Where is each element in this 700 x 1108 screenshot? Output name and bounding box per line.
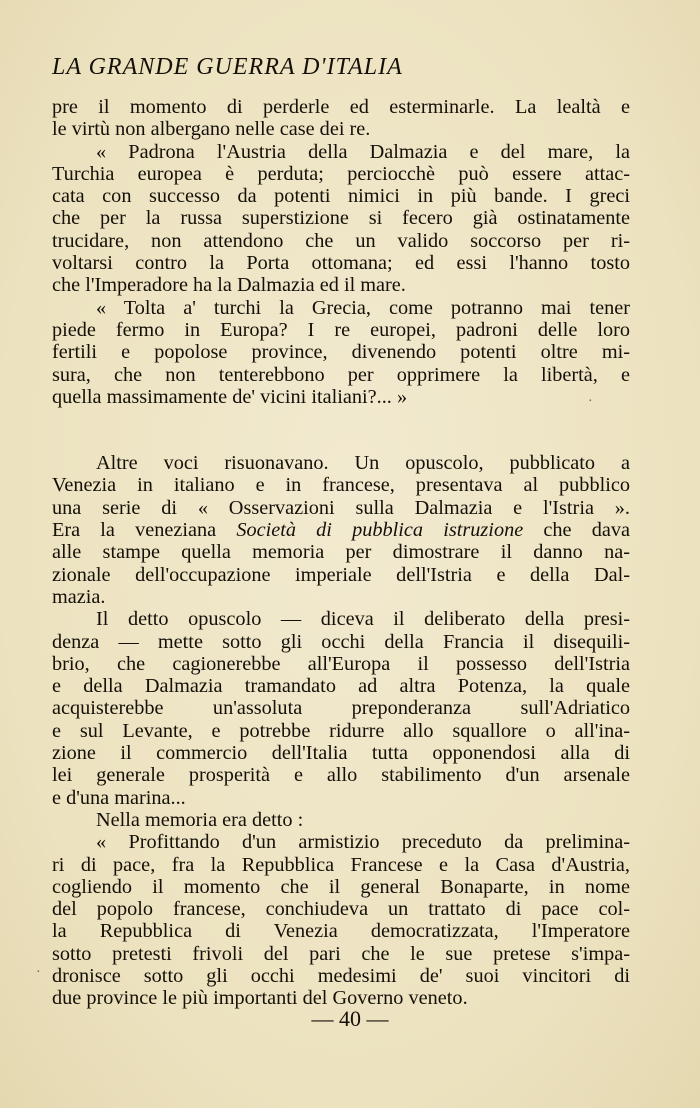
- text-line: sotto pretesti frivoli del pari che le sue pretese s'impa-: [52, 942, 630, 965]
- text-line: la Repubblica di Venezia democratizzata, l'Imperatore: [52, 920, 630, 943]
- text-line: denza — mette sotto gli occhi della Francia il disequili-: [52, 630, 630, 653]
- paragraph-gap: [52, 408, 630, 452]
- text-line: Venezia in italiano e in francese, presentava al pubblico: [52, 474, 630, 497]
- text-line: piede fermo in Europa? I re europei, padroni delle loro: [52, 318, 630, 341]
- text-line: alle stampe quella memoria per dimostrare il danno na-: [52, 541, 630, 564]
- text-line: cogliendo il momento che il general Bonaparte, in nome: [52, 875, 630, 898]
- text-line: due province le più importanti del Governo veneto.: [52, 987, 468, 1010]
- text-line: mazia.: [52, 585, 106, 608]
- text-line: del popolo francese, conchiudeva un trattato di pace col-: [52, 898, 630, 921]
- text-line: Nella memoria era detto :: [96, 808, 304, 831]
- text-line: cata con successo da potenti nimici in più bande. I greci: [52, 185, 630, 208]
- text-line: quella massimamente de' vicini italiani?... »: [52, 385, 408, 408]
- body-text: [52, 96, 630, 1010]
- text-line: « Padrona l'Austria della Dalmazia e del mare, la: [96, 140, 630, 163]
- text-line: che l'Imperadore ha la Dalmazia ed il mare.: [52, 274, 406, 297]
- society-name-italic: Società di pubblica istruzione: [236, 519, 524, 542]
- text-line: e della Dalmazia tramandato ad altra Potenza, la quale: [52, 675, 630, 698]
- text-line: dronisce sotto gli occhi medesimi de' suoi vincitori di: [52, 964, 630, 987]
- text-line: e d'una marina...: [52, 786, 186, 809]
- text-line: ri di pace, fra la Repubblica Francese e la Casa d'Austria,: [52, 853, 630, 876]
- page-number: — 40 —: [311, 1006, 389, 1031]
- text-line: e sul Levante, e potrebbe ridurre allo squallore o all'ina-: [52, 719, 630, 742]
- text-line: sura, che non tenterebbono per opprimere la libertà, e: [52, 363, 630, 386]
- text-line: pre il momento di perderle ed esterminarle. La lealtà e: [52, 96, 630, 118]
- text-span: Era la veneziana: [52, 519, 217, 542]
- text-line: fertili e popolose province, divenendo potenti oltre mi-: [52, 341, 630, 364]
- text-span: che dava: [543, 519, 630, 542]
- running-header: LA GRANDE GUERRA D'ITALIA: [52, 54, 403, 80]
- text-line: che per la russa superstizione si fecero già ostinatamente: [52, 207, 630, 230]
- text-line: brio, che cagionerebbe all'Europa il possesso dell'Istria: [52, 652, 630, 675]
- text-line: « Tolta a' turchi la Grecia, come potranno mai tener: [96, 296, 630, 319]
- text-line: le virtù non albergano nelle case dei re.: [52, 118, 371, 141]
- ink-speck: ·: [36, 965, 41, 980]
- text-line: voltarsi contro la Porta ottomana; ed essi l'hanno tosto: [52, 252, 630, 275]
- text-line: lei generale prosperità e allo stabilimento d'un arsenale: [52, 764, 630, 787]
- text-line: Il detto opuscolo — diceva il deliberato della presi-: [96, 608, 630, 631]
- text-line: Turchia europea è perduta; perciocchè può essere attac-: [52, 162, 630, 185]
- text-line: trucidare, non attendono che un valido soccorso per ri-: [52, 229, 630, 252]
- text-line-mixed: [52, 519, 630, 541]
- text-line: Altre voci risuonavano. Un opuscolo, pubblicato a: [96, 452, 630, 475]
- ink-speck: ·: [588, 394, 593, 409]
- text-line: zione il commercio dell'Italia tutta opponendosi alla di: [52, 742, 630, 765]
- text-line: « Profittando d'un armistizio preceduto da prelimina-: [96, 831, 630, 854]
- text-line: una serie di « Osservazioni sulla Dalmazia e l'Istria ».: [52, 496, 630, 519]
- text-line: zionale dell'occupazione imperiale dell'Istria e della Dal-: [52, 563, 630, 586]
- text-line: acquisterebbe un'assoluta preponderanza sull'Adriatico: [52, 697, 630, 720]
